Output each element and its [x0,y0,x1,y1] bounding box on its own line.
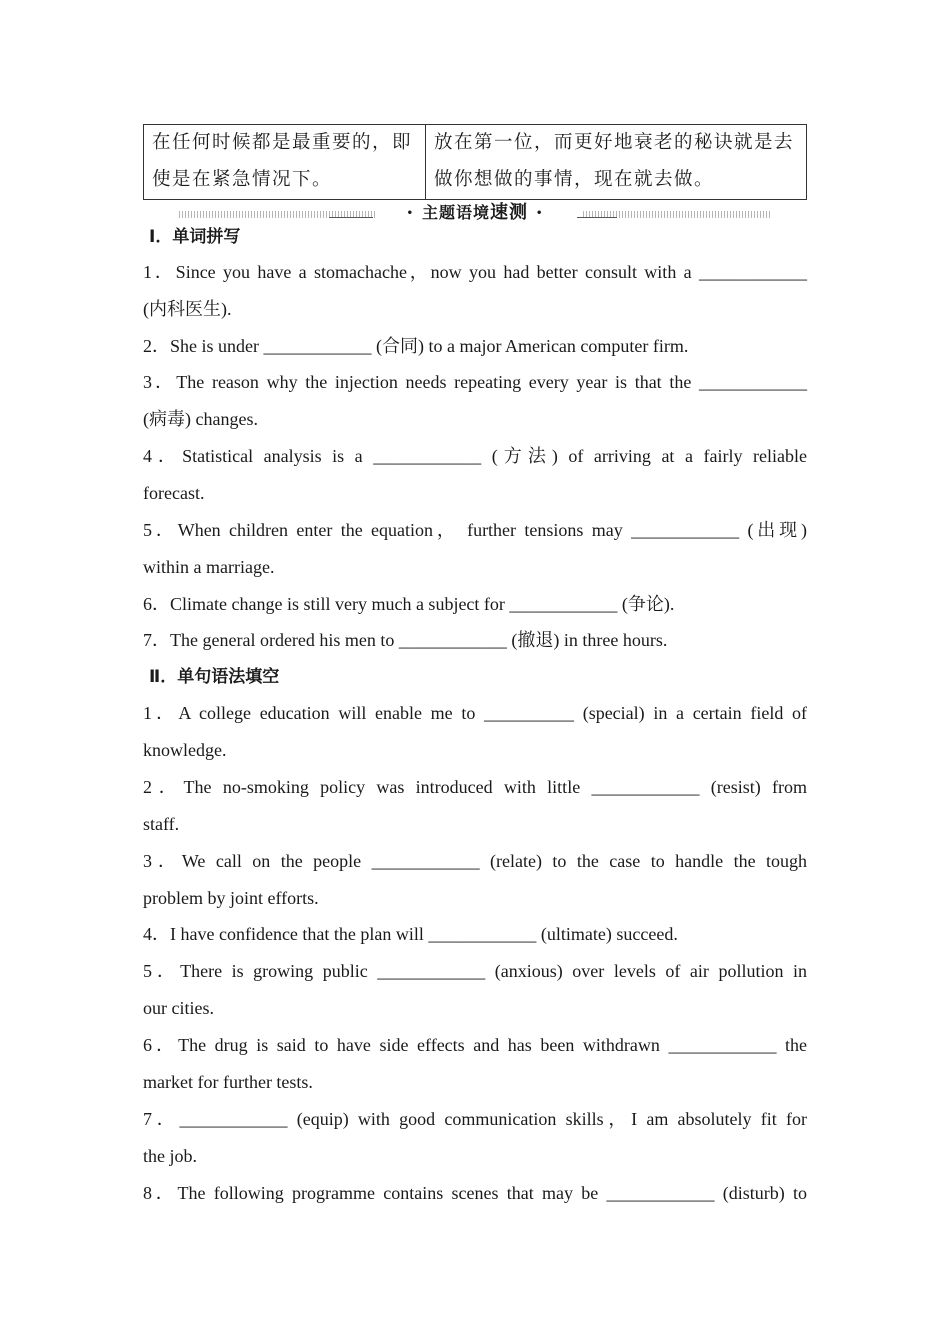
table-cell-left [144,125,426,200]
banner-title-text: 主题语境 [421,203,490,222]
exercise-line: 4．Statistical analysis is a ____________ (方法) of arriving at a fairly reliable [143,446,807,466]
table-text: 放在第一位，而更好地衰老的秘诀就是去 [434,133,795,153]
table-cell-right [426,125,807,200]
banner-dot-left: • [406,208,414,219]
exercise-line: 6．Climate change is still very much a subject for ____________ (争论). [143,594,675,614]
exercise-line: 7．____________ (equip) with good communication skills，I am absolutely fit for [143,1109,807,1129]
exercise-line: 3．The reason why the injection needs repeating every year is that the ____________ [143,372,807,392]
exercise-line: (病毒) changes. [143,409,258,429]
section-banner [179,199,771,221]
table-text: 使是在紧急情况下。 [152,170,333,190]
exercise-line: 3．We call on the people ____________ (relate) to the case to handle the tough [143,851,807,871]
exercise-line: 2．The no-smoking policy was introduced with little ____________ (resist) from [143,777,807,797]
exercise-line: 6．The drug is said to have side effects and has been withdrawn ____________ the [143,1035,807,1055]
exercise-line: 1．Since you have a stomachache，now you had better consult with a ____________ [143,262,807,282]
table-text: 在任何时候都是最重要的，即 [152,133,413,153]
translation-table [143,124,807,200]
exercise-line: 7．The general ordered his men to ____________ (撤退) in three hours. [143,630,668,650]
exercise-line: within a marriage. [143,557,275,577]
exercise-line: forecast. [143,483,205,503]
exercise-line: 5．When children enter the equation， further tensions may ____________ (出现) [143,520,807,540]
section-heading: Ⅱ．单句语法填空 [149,667,280,687]
exercise-line: 8．The following programme contains scenes that may be ____________ (disturb) to [143,1183,807,1203]
table-text: 做你想做的事情，现在就去做。 [434,170,715,190]
exercise-line: staff. [143,814,180,834]
section-heading: Ⅰ．单词拼写 [149,227,241,247]
banner-dot-right: • [536,208,544,219]
exercise-line: 1．A college education will enable me to __________ (special) in a certain field of [143,703,807,723]
banner-title-emph: 速测 [490,202,528,223]
exercise-line: our cities. [143,998,214,1018]
exercise-line: the job. [143,1146,197,1166]
exercise-line: (内科医生). [143,299,232,319]
exercise-line: 2．She is under ____________ (合同) to a major American computer firm. [143,336,689,356]
exercise-line: 5．There is growing public ____________ (anxious) over levels of air pollution in [143,961,807,981]
exercise-line: market for further tests. [143,1072,313,1092]
exercise-line: problem by joint efforts. [143,888,319,908]
exercise-line: 4．I have confidence that the plan will ____________ (ultimate) succeed. [143,924,678,944]
exercise-line: knowledge. [143,740,227,760]
